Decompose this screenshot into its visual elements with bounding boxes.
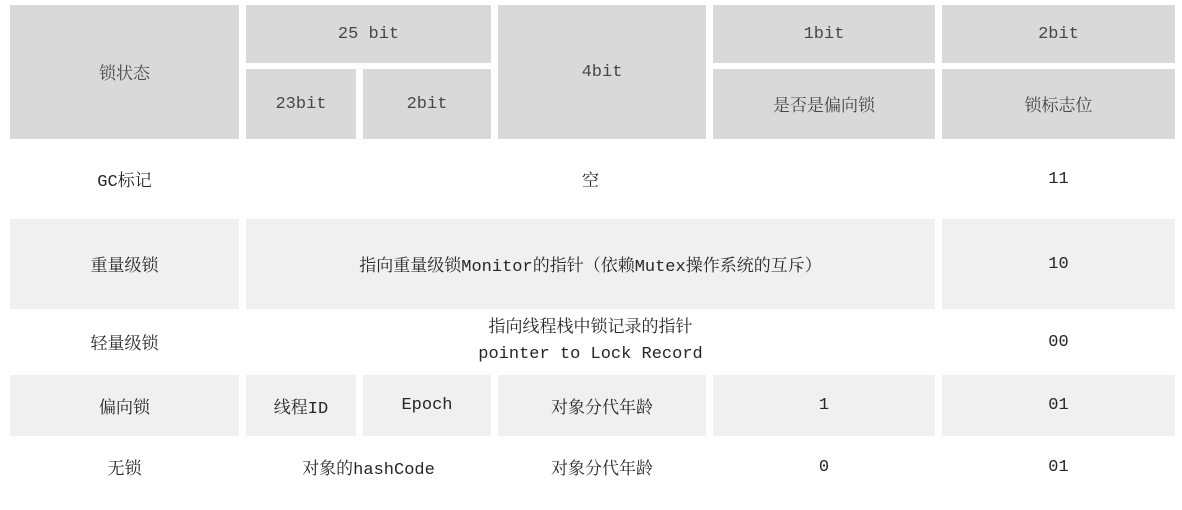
lightweight-row-state: 轻量级锁 (10, 309, 239, 375)
gc-row-flag: 11 (942, 139, 1175, 219)
heavyweight-row-flag: 10 (942, 219, 1175, 309)
gc-row-state: GC标记 (10, 139, 239, 219)
lock-free-row-flag: 01 (942, 436, 1175, 498)
lock-free-row-state: 无锁 (10, 436, 239, 498)
header-4bit: 4bit (498, 5, 706, 139)
lightweight-row-content-lines (478, 316, 702, 368)
biased-row-flag: 01 (942, 375, 1175, 436)
header-lock-state: 锁状态 (10, 5, 239, 139)
table-header (10, 5, 1175, 139)
header-23bit: 23bit (246, 69, 356, 139)
lightweight-row-flag: 00 (942, 309, 1175, 375)
lock-free-row-object-age: 对象分代年龄 (498, 436, 706, 498)
lightweight-row-content (246, 309, 935, 375)
biased-row-is-biased: 1 (713, 375, 935, 436)
header-2bit-sub: 2bit (363, 69, 491, 139)
header-25bit: 25 bit (246, 5, 491, 63)
mark-word-lock-table (10, 5, 1175, 498)
lightweight-content-line-cn: 指向线程栈中锁记录的指针 (488, 319, 693, 338)
lightweight-content-line-en: pointer to Lock Record (478, 345, 703, 364)
heavyweight-row-state: 重量级锁 (10, 219, 239, 309)
lock-free-row-hashcode: 对象的hashCode (246, 436, 491, 498)
heavyweight-row-content: 指向重量级锁Monitor的指针（依赖Mutex操作系统的互斥） (246, 219, 935, 309)
header-1bit: 1bit (713, 5, 935, 63)
biased-row-state: 偏向锁 (10, 375, 239, 436)
biased-row-epoch: Epoch (363, 375, 491, 436)
header-is-biased-lock: 是否是偏向锁 (713, 69, 935, 139)
lock-free-row-is-biased: 0 (713, 436, 935, 498)
gc-row-content: 空 (246, 139, 935, 219)
biased-row-thread-id: 线程ID (246, 375, 356, 436)
table-body (10, 139, 1175, 498)
header-lock-flag-bits: 锁标志位 (942, 69, 1175, 139)
header-2bit: 2bit (942, 5, 1175, 63)
biased-row-object-age: 对象分代年龄 (498, 375, 706, 436)
